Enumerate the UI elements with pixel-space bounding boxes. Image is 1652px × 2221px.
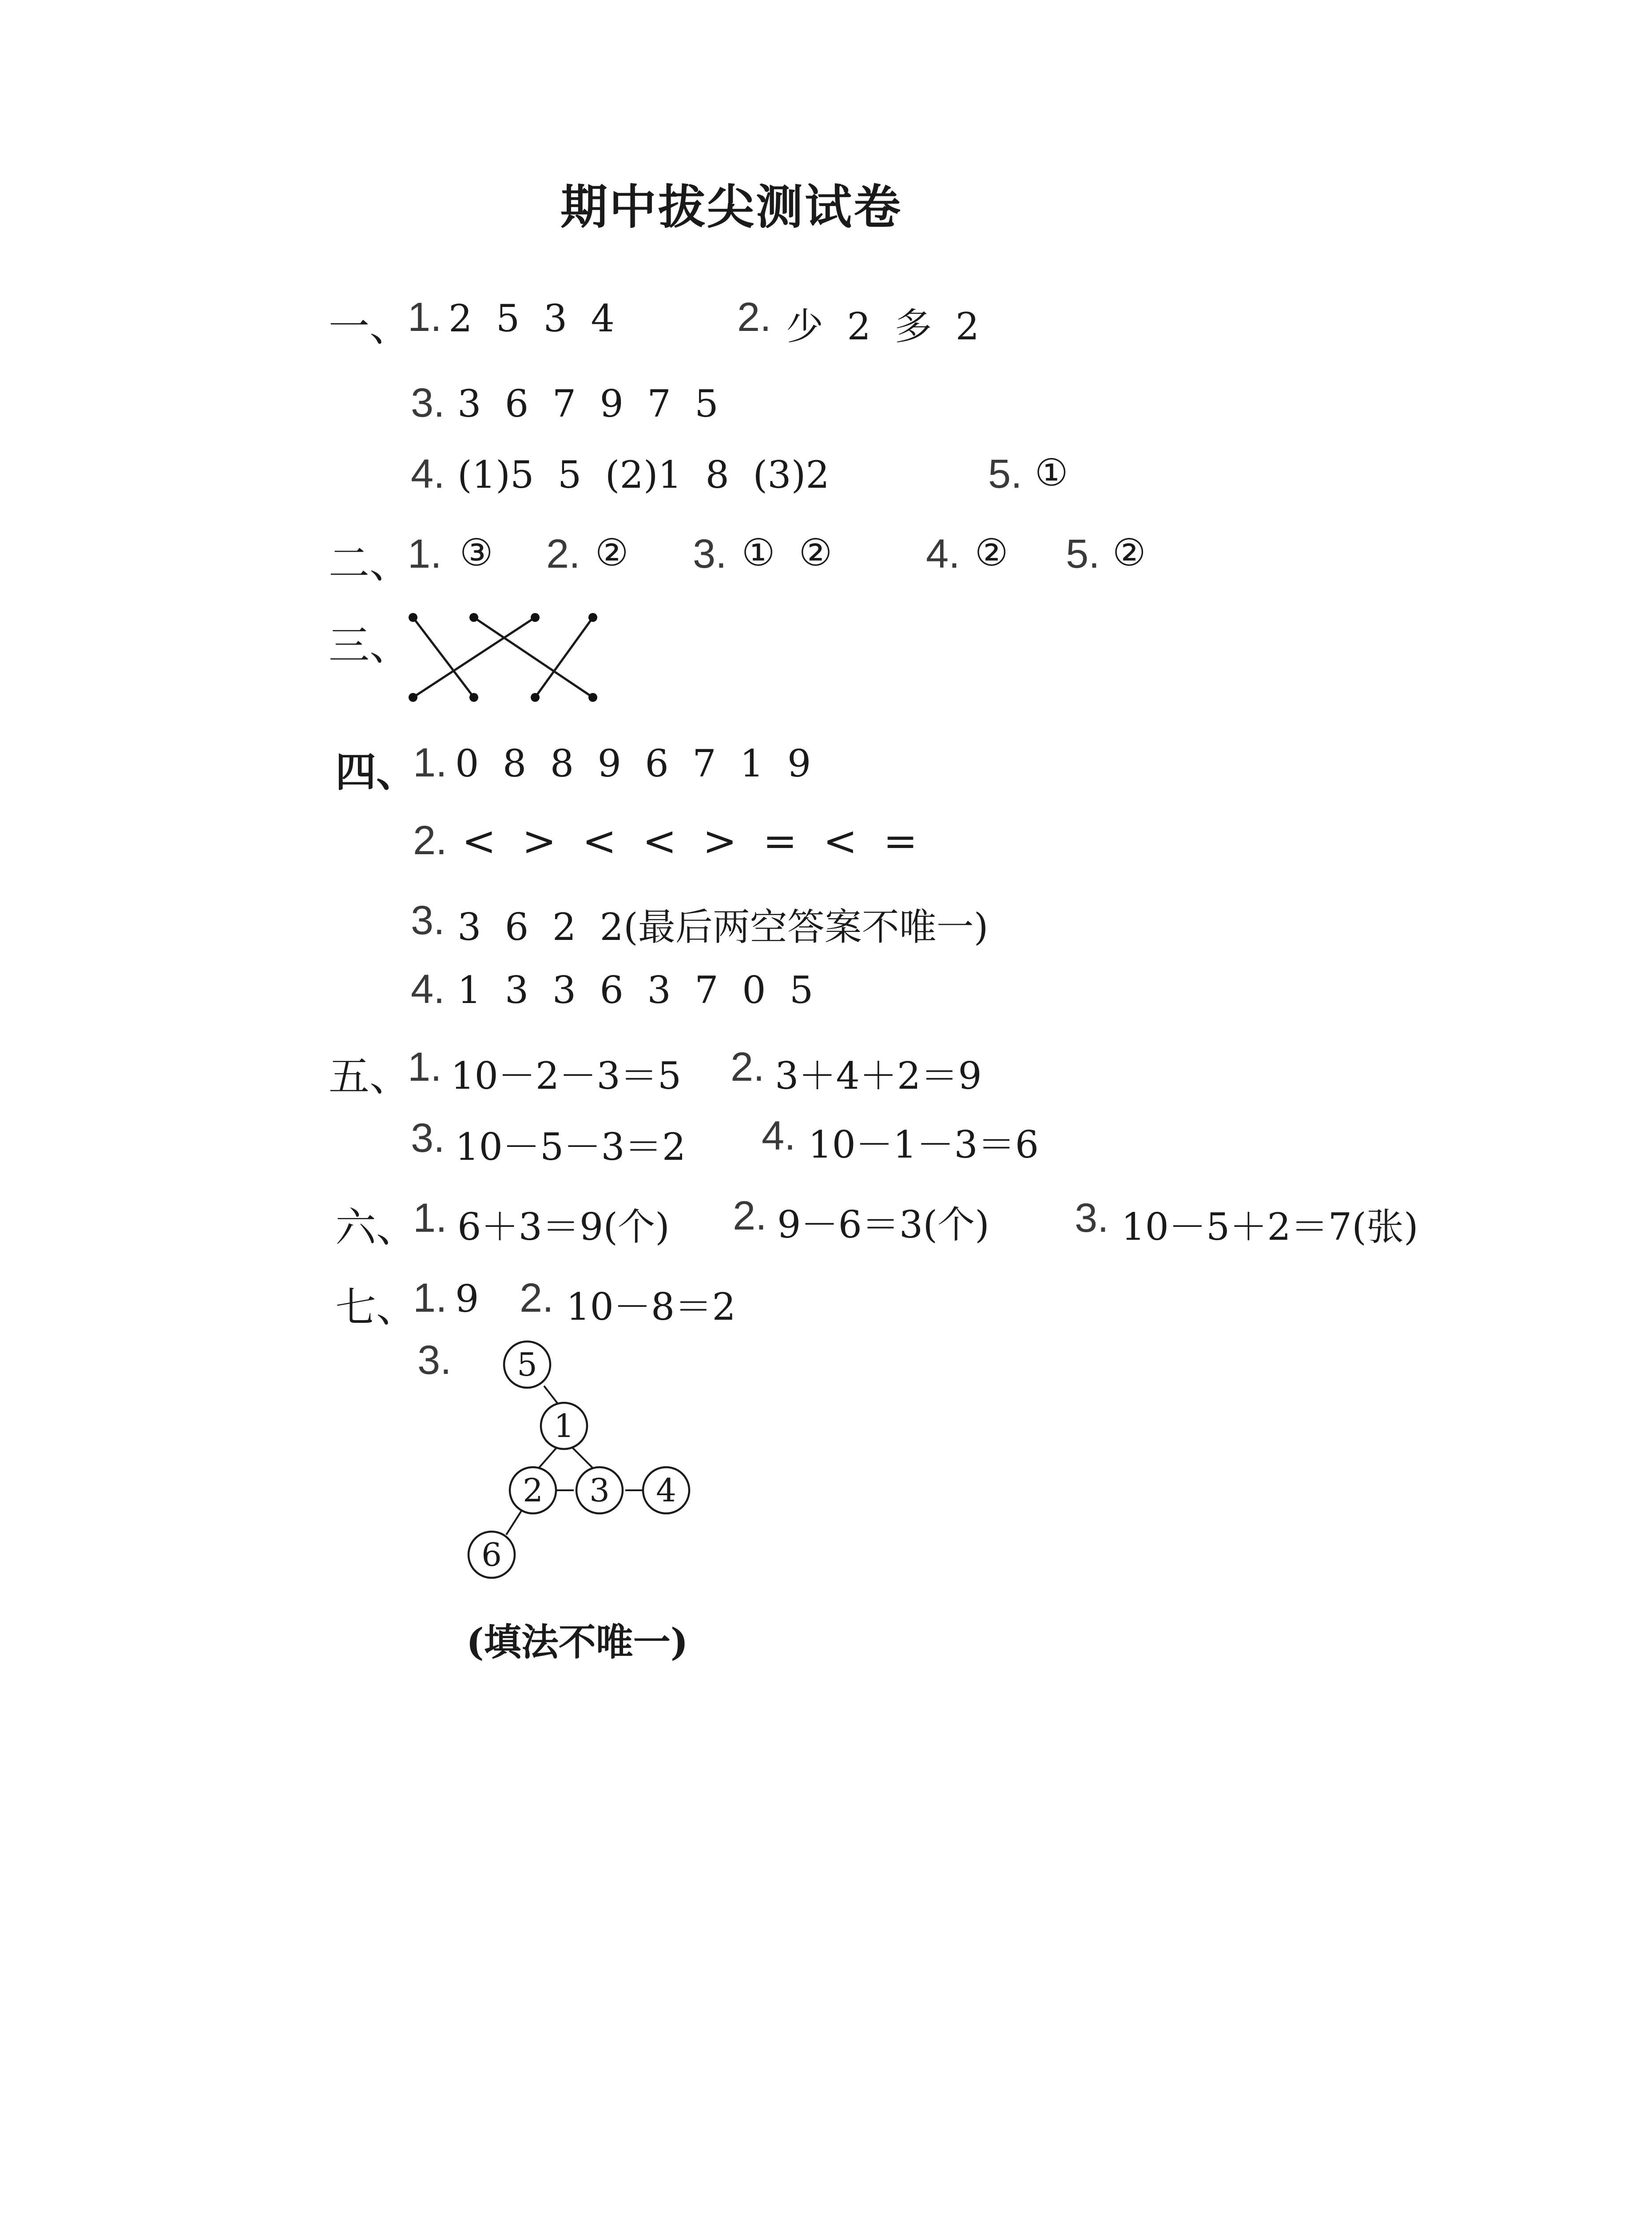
s1-q2-number: 2. (737, 295, 771, 340)
match-dot (409, 693, 417, 702)
section-3-label: 三、 (329, 622, 411, 669)
s7-q1-number: 1. (413, 1275, 447, 1321)
s4-q2-number: 2. (413, 818, 447, 863)
diagram-label-5: 5 (517, 1346, 537, 1383)
s6-q2-number: 2. (733, 1193, 767, 1238)
s7-q2-answer: 10－8＝2 (566, 1285, 736, 1329)
page-title: 期中拔尖测试卷 (560, 179, 902, 235)
s5-q2-number: 2. (731, 1044, 765, 1090)
s1-q1-answer: 2 5 3 4 (449, 297, 615, 340)
match-dot (588, 613, 597, 622)
s2-q2-number: 2. (546, 531, 580, 577)
section-2-label: 二、 (329, 540, 411, 587)
s1-q3-number: 3. (411, 380, 445, 426)
s7-q3-number: 3. (417, 1337, 452, 1383)
s6-q3-answer: 10－5＋2＝7(张) (1121, 1205, 1418, 1249)
s5-q1-number: 1. (408, 1044, 442, 1090)
s7-q2-number: 2. (520, 1275, 554, 1321)
s1-q4-answer: (1)5 5 (2)1 8 (3)2 (457, 453, 830, 497)
s2-q5-answer: ② (1112, 531, 1146, 574)
section-6-label: 六、 (335, 1204, 417, 1251)
s4-q3-answer: 3 6 2 2(最后两空答案不唯一) (457, 905, 989, 949)
s5-q1-answer: 10－2－3＝5 (451, 1054, 682, 1098)
s5-q3-number: 3. (411, 1115, 445, 1161)
number-circle-diagram (457, 1333, 706, 1599)
diagram-label-3: 3 (589, 1472, 610, 1509)
s2-q4-answer: ② (975, 531, 1009, 574)
s4-q4-answer: 1 3 3 6 3 7 0 5 (457, 968, 814, 1012)
s5-q2-answer: 3＋4＋2＝9 (775, 1054, 982, 1098)
match-line (413, 617, 535, 697)
s4-q1-number: 1. (413, 740, 447, 785)
s1-q5-number: 5. (988, 451, 1022, 497)
s2-q1-answer: ③ (460, 531, 493, 574)
s2-q3-number: 3. (693, 531, 727, 577)
s2-q1-number: 1. (408, 531, 442, 577)
diagram-label-6: 6 (481, 1536, 502, 1573)
s1-q4-number: 4. (411, 451, 445, 497)
diagram-label-4: 4 (656, 1472, 676, 1509)
s2-q3-answer: ① ② (742, 531, 833, 574)
s2-q5-number: 5. (1066, 531, 1100, 577)
s4-q3-number: 3. (411, 898, 445, 943)
s2-q2-answer: ② (595, 531, 629, 574)
match-dot (409, 613, 417, 622)
s1-q3-answer: 3 6 7 9 7 5 (457, 382, 719, 426)
diagram-label-1: 1 (554, 1407, 574, 1445)
s6-q1-number: 1. (413, 1195, 447, 1241)
s1-q5-answer: ① (1035, 451, 1068, 494)
s5-q3-answer: 10－5－3＝2 (455, 1125, 686, 1169)
match-line (474, 617, 593, 697)
s6-q3-number: 3. (1075, 1195, 1109, 1241)
match-dot (531, 613, 540, 622)
s2-q4-number: 4. (926, 531, 960, 577)
match-dot (469, 613, 478, 622)
s1-q2-answer: 少 2 多 2 (786, 305, 980, 348)
section-4-label: 四、 (335, 748, 417, 796)
s7-q1-answer: 9 (455, 1277, 479, 1321)
s5-q4-number: 4. (762, 1113, 796, 1158)
s4-q1-answer: 0 8 8 9 6 7 1 9 (455, 742, 811, 785)
section-5-label: 五、 (329, 1053, 411, 1100)
match-line (413, 617, 474, 697)
s4-q4-number: 4. (411, 967, 445, 1012)
s1-q1-number: 1. (408, 295, 442, 340)
diagram-label-2: 2 (523, 1472, 543, 1509)
match-line (535, 617, 593, 697)
s4-q2-answer: < > < < > = < = (462, 817, 918, 865)
matching-lines-diagram (400, 604, 622, 711)
s7-note: (填法不唯一) (466, 1620, 688, 1664)
s6-q2-answer: 9－6＝3(个) (777, 1203, 989, 1246)
match-dot (469, 693, 478, 702)
section-1-label: 一、 (329, 303, 411, 350)
match-dot (588, 693, 597, 702)
match-dot (531, 693, 540, 702)
section-7-label: 七、 (335, 1284, 417, 1331)
s6-q1-answer: 6＋3＝9(个) (457, 1205, 670, 1249)
s5-q4-answer: 10－1－3＝6 (808, 1123, 1039, 1166)
